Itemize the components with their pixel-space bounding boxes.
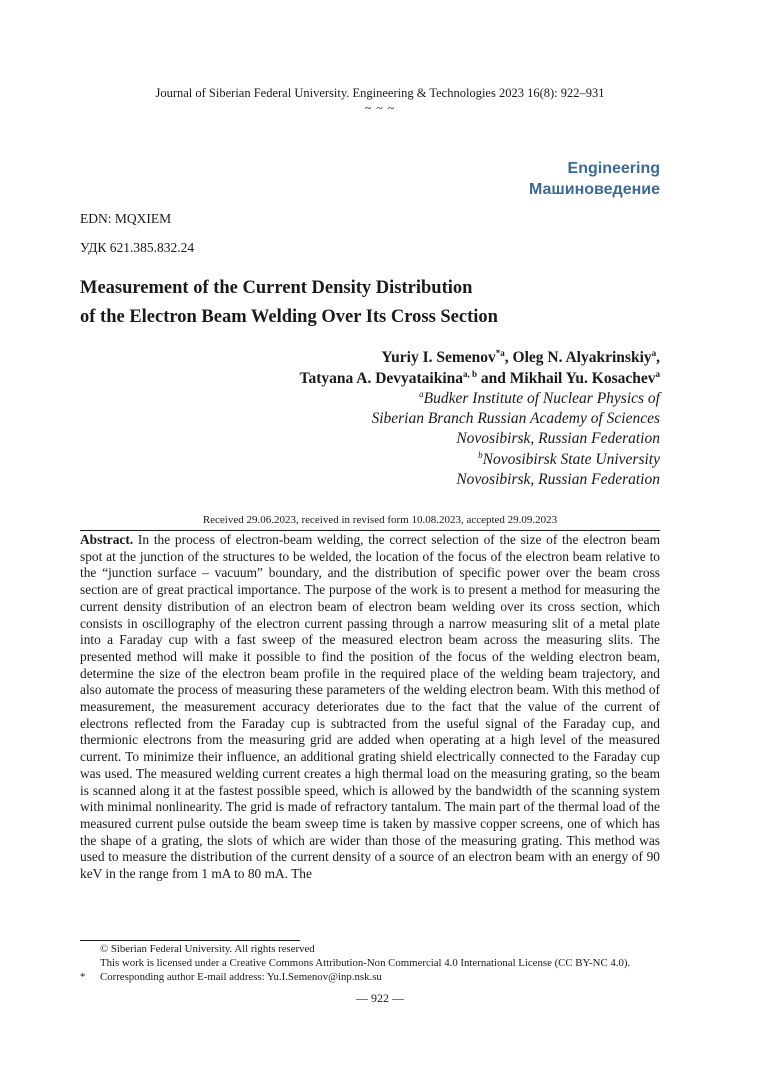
author-name: , Oleg N. Alyakrinskiy [504, 349, 652, 366]
author-sup: *a [495, 347, 505, 358]
affiliation-b-line-2: Novosibirsk, Russian Federation [456, 471, 660, 488]
footnote-star: * [80, 971, 86, 983]
footnote-copyright: © Siberian Federal University. All rights reserved [100, 943, 315, 955]
journal-header: Journal of Siberian Federal University. Engineering & Technologies 2023 16(8): 922–931 [155, 86, 605, 100]
section-label-en: Engineering [567, 160, 660, 177]
author-sep: , [656, 349, 660, 366]
section-label-ru: Машиноведение [528, 181, 660, 198]
edn-code: EDN: MQXIEM [80, 211, 172, 226]
affiliation-text: Novosibirsk State University [482, 451, 660, 468]
author-sup: a, b [463, 368, 478, 379]
authors-line-2 [300, 370, 660, 388]
abstract [80, 532, 660, 883]
footnote-corresponding-author: Corresponding author E-mail address: Yu.I.Semenov@inp.nsk.su [100, 971, 382, 983]
affiliation-sup: b [478, 449, 483, 460]
affiliation-b-line-1 [478, 451, 660, 469]
page-number: — 922 — [356, 991, 404, 1005]
paper-title-line-2: of the Electron Beam Welding Over Its Cross Section [80, 307, 498, 327]
received-dates: Received 29.06.2023, received in revised form 10.08.2023, accepted 29.09.2023 [202, 514, 558, 526]
affiliation-sup: a [419, 388, 424, 399]
footnote-divider [80, 940, 300, 941]
affiliation-a-line-1 [419, 390, 660, 408]
affiliation-a-line-2: Siberian Branch Russian Academy of Sciences [371, 410, 660, 427]
affiliation-a-line-3: Novosibirsk, Russian Federation [456, 430, 660, 447]
author-sup: a [655, 368, 660, 379]
udk-code: УДК 621.385.832.24 [80, 240, 195, 255]
abstract-text: In the process of electron-beam welding, the correct selection of the size of the electron beam spot at the junction of the structures to be welded, the location of the focus of the electron beam relative to the “junction surface – vacuum” boundary, and the distribution of specific power over the beam cross section are of great practical importance. The purpose of the work is to present a method for measuring the current density distribution of an electron beam of electron beam welding over its cross section, which consists in oscillography of the electron current passing through a narrow measuring slit of a metal plate into a Faraday cup with a fast sweep of the measured electron beam across the measuring slits. The presented method will make it possible to find the position of the focus of the welding electron beam, determine the size of the electron beam profile in the required place of the welding beam trajectory, and also automate the process of measuring these parameters of the welding electron beam. With this method of measurement, the measurement accuracy deteriorates due to the fact that the value of the current of electrons reflected from the Faraday cup is subtracted from the useful signal of the Faraday cup, and thermionic electrons from the measuring grid are added when operating at a high level of the measured current. To minimize their influence, an additional grating shield electrically connected to the Faraday cup was used. The measured welding current creates a high thermal load on the measuring grating, so the beam is scanned along it at the fastest possible speed, which is allowed by the bandwidth of the scanning system with minimal nonlinearity. The grid is made of refractory tantalum. The main part of the thermal load of the measured current pulse outside the beam sweep time is taken by massive copper screens, one of which has the shape of a grating, the slots of which are wider than those of the measuring grating. This method was used to measure the distribution of the current density of a source of an electron beam with an energy of 90 keV in the range from 1 mA to 80 mA. The [80, 532, 660, 882]
paper-title-line-1: Measurement of the Current Density Distribution [80, 278, 473, 298]
header-tildes: ~ ~ ~ [364, 101, 396, 115]
authors-line-1 [381, 349, 660, 367]
divider [80, 530, 660, 531]
author-name: Tatyana A. Devyataikina [299, 370, 464, 387]
affiliation-text: Budker Institute of Nuclear Physics of [423, 390, 660, 407]
footnote-license: This work is licensed under a Creative Commons Attribution-Non Commercial 4.0 International License (CC BY-NC 4.0). [100, 957, 631, 969]
author-name: and Mikhail Yu. Kosachev [477, 370, 656, 387]
abstract-label: Abstract. [80, 532, 134, 547]
author-name: Yuriy I. Semenov [381, 349, 496, 366]
author-sup: a [651, 347, 657, 358]
